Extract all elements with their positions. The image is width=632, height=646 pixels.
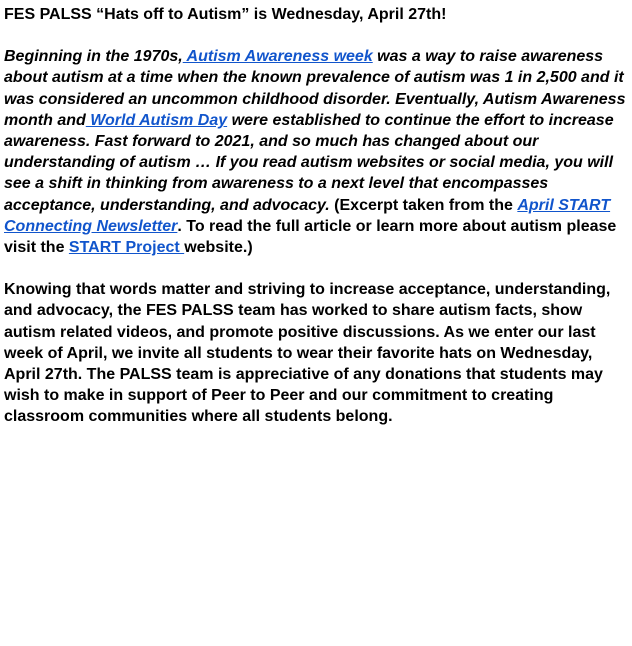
spacer <box>4 258 628 279</box>
announcement-heading: FES PALSS “Hats off to Autism” is Wednesday, April 27th! <box>4 6 447 23</box>
excerpt-text-3: were established to continue the effort to increase awareness. Fast forward to 2021, and so much has changed about our understanding of autism … If you read autism websites or social media, you will see a shift in thinking from awareness to a next level that encompasses acceptance, understanding, and advocacy. <box>4 111 614 214</box>
excerpt-source-text: (Excerpt taken from the <box>329 196 518 214</box>
hats-day-paragraph: Knowing that words matter and striving to increase acceptance, understanding, and advocacy, the FES PALSS team has worked to share autism facts, show autism related videos, and promote positive discussions. As we enter our last week of April, we invite all students to wear their favorite hats on Wednesday, April 27th. The PALSS team is appreciative of any donations that students may wish to make in support of Peer to Peer and our commitment to creating classroom communities where all students belong. <box>4 281 611 426</box>
excerpt-text-5: . To read the full article or learn more about autism please visit the <box>4 217 617 257</box>
autism-awareness-week-link[interactable]: Autism Awareness week <box>182 48 373 66</box>
start-project-link[interactable]: START Project <box>68 239 185 257</box>
spacer <box>4 25 628 46</box>
excerpt-paragraph <box>4 46 628 258</box>
excerpt-italic <box>4 48 625 213</box>
world-autism-day-link[interactable]: World Autism Day <box>85 111 228 129</box>
excerpt-text-2: was a way to raise awareness about autism at a time when the known prevalence of autism was 1 in 2,500 and it was considered an uncommon childhood disorder. Eventually, Autism Awareness month and <box>4 48 626 129</box>
excerpt-text-6: website.) <box>184 239 253 257</box>
excerpt-text-1: Beginning in the 1970s, <box>4 48 183 66</box>
start-connecting-newsletter-link[interactable]: April START Connecting Newsletter <box>4 196 611 235</box>
